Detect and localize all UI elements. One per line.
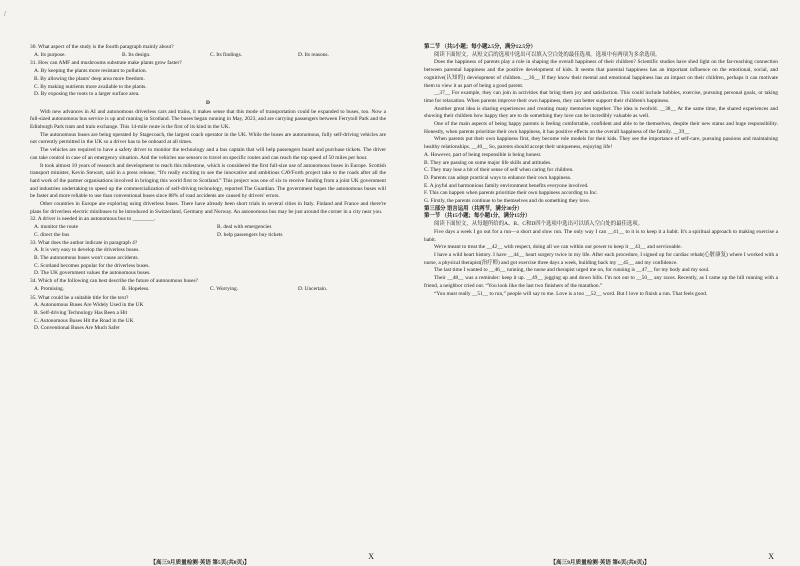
- option[interactable]: B. The autonomous buses won't cause accidents.: [34, 254, 139, 261]
- option[interactable]: D. Parents can adopt practical ways to enhance their own happiness.: [424, 174, 572, 181]
- option[interactable]: C. Autonomous Buses Hit the Road in the UK: [34, 317, 134, 324]
- option[interactable]: B. Hopeless.: [122, 285, 150, 292]
- option[interactable]: B. They are passing on some major life skills and attitudes.: [424, 159, 552, 166]
- passage-paragraph: With new advances in AI and autonomous driverless cars and trains, it makes sense that this mode of transportation could be expanded to buses, too. Now a full-sized autonomous bus service is up and running in Scotland. The buses began running in May, 2023, and are carrying passengers between Ferrytoll Park and the Edinburgh Park tram and train exchange. This 14-mile route is the first of its kind in the UK.: [30, 108, 386, 131]
- page-footer-mark: X: [368, 552, 374, 562]
- option[interactable]: A. Autonomous Buses Are Widely Used in the UK: [34, 302, 144, 309]
- question-34-options: [34, 286, 386, 294]
- cloze-paragraph: “You must really __51__ to run,” people will say to me. Love is a too __52__ word. But I love to finish a run. That feels good.: [434, 290, 708, 297]
- passage-paragraph: Does the happiness of parents play a role in shaping the overall happiness of their children? Scientific studies have shed light on the far-reaching connection between parental happiness and the positive development of kids. It seems that parental happiness has an important influence on the emotional, social, and cognitive(认知的) development of children. __36__ If they know their mental and emotional happiness has an impact on their children, perhaps it can motivate them to view it as part of being a good parent.: [424, 59, 778, 89]
- option[interactable]: D. Conventional Buses Are Much Safer: [34, 325, 120, 332]
- option[interactable]: G. Firstly, the parents continue to be themselves and do something they love.: [424, 198, 590, 205]
- option[interactable]: D. By exposing the roots to a larger surface area.: [34, 91, 140, 98]
- page-footer-mark: X: [768, 552, 774, 562]
- cloze-paragraph: Five days a week I go out for a run—a short and slow run. The only way I can __41__ to it is to keep it a habit. It's a spiritual approach to making exercise a habit.: [424, 228, 778, 243]
- option[interactable]: C. Worrying.: [210, 285, 239, 292]
- question-32-options: [34, 232, 386, 240]
- passage-letter: D: [206, 99, 210, 106]
- option[interactable]: D. The UK government values the autonomous buses.: [34, 270, 151, 277]
- margin-mark: /: [4, 10, 6, 18]
- passage-paragraph: One of the main aspects of being happy parents is feeling comfortable, confident and able to be themselves, despite their new status and huge responsibility. Honestly, when parents prioritize their own happiness, it has positive effects on the overall happiness of the family. __39__: [424, 121, 778, 135]
- cloze-paragraph: Their __48__ was a reminder: keep it up. __49__ jogging up and down hills. I'm not out to __50__ any races. Recently, as I came up the hill running with a friend, a neighbor cried out. “You look like the last two finishers of the marathon.”: [424, 275, 778, 289]
- passage-paragraph: The vehicles are required to have a safety driver to monitor the technology and a bus captain that will help passengers board and purchase tickets. The driver can take control in case of an emergency situation. And the vehicles use sensors to travel on specific routes and can reach the top speed of 50 miles per hour.: [30, 147, 386, 161]
- option[interactable]: B. Its design.: [122, 51, 151, 58]
- section-heading: 第二节 （共5小题；每小题2.5分，满分12.5分）: [424, 44, 536, 50]
- passage-paragraph: __37__ For example, they can join in activities that bring them joy and satisfaction. This could include hobbies, exercise, pursuing personal goals, or taking time for relaxation. When parents improve their own happiness, they can better support their children's happiness.: [424, 90, 778, 104]
- question-30-stem: 30. What aspect of the study is the fourth paragraph mainly about?: [30, 44, 174, 50]
- option[interactable]: A. By keeping the plants more resistant to pollution.: [34, 68, 147, 75]
- page-footer-text: 【高三9月质量检测·英语 第6页(共8页)】: [550, 560, 650, 566]
- option[interactable]: C. They may lose a bit of their sense of self when caring for children.: [424, 167, 574, 174]
- question-32-stem: 32. A driver is needed in an autonomous bus to ________.: [30, 216, 156, 223]
- option[interactable]: B. Self-driving Technology Has Been a Hit: [34, 309, 128, 316]
- question-30-options: [34, 52, 386, 60]
- cloze-paragraph: I have a wild heart history. I have __44__ heart surgery twice in my life. After each procedure, I signed up for cardiac rehab(心脏康复) where I worked with a nurse, a physical therapist(治疗师) and got exercise three days a week, building back my __45__ and my confidence.: [424, 251, 778, 266]
- cloze-paragraph: We're meant to treat the __42__ with respect, doing all we can within our power to keep it __43__ and serviceable.: [434, 244, 682, 251]
- passage-paragraph: The autonomous buses are being operated by Stagecoach, the largest coach operator in the UK. While the buses are autonomous, fully self-driving vehicles are not currently permitted in the UK so a driver has to be onboard at all times.: [30, 131, 386, 146]
- section-directions: 阅读下面短文，从短文后的选项中选出可以填入空白处的最佳选项。选项中有两项为多余选项。: [434, 51, 661, 58]
- question-33-stem: 33. What does the author indicate in paragraph 4?: [30, 239, 138, 246]
- question-35-stem: 35. What could be a suitable title for the text?: [30, 294, 129, 301]
- option[interactable]: F. This can happen when parents prioritize their own happiness according to Inc.: [424, 190, 598, 197]
- option[interactable]: A. However, part of being responsible is being honest.: [424, 151, 542, 158]
- option[interactable]: D. Its reasons.: [298, 51, 329, 58]
- option[interactable]: A. It is very easy to develop the driverless buses.: [34, 247, 140, 254]
- option[interactable]: A. Its purpose.: [34, 51, 66, 58]
- option[interactable]: C. Scotland becomes popular for the driverless buses.: [34, 262, 150, 269]
- section-directions: 阅读下面短文，从每题所给的A、B、C和D四个选项中选出可以填入空白处的最佳选项。: [434, 221, 644, 228]
- question-32-options: [34, 224, 386, 232]
- passage-paragraph: It took almost 10 years of research and development to reach this milestone, which is considered the first full-size use of autonomous buses in Europe. Scottish transport minister, Kevin Stewart, said in a press release, “It's really exciting to see the innovative and ambitious CAVForth project take to the roads after all the hard work of the partner organisations involved in bringing this world first to Scotland.” This project was one of six to receive funding from a joint UK government and industries undertaking to speed up the commercialization of self-driving technology, reported The Guardian. The government hopes the autonomous buses will be faster and more reliable to use than conventional buses since 88% of road accidents are caused by drivers' errors.: [30, 162, 386, 200]
- option[interactable]: B. deal with emergencies: [217, 224, 272, 231]
- passage-paragraph: When parents put their own happiness first, they become role models for their kids. They see the importance of self-care, pursuing passions and maintaining healthy relationships. __40__ So, parents should accept their uniqueness, enjoying life!: [424, 136, 778, 151]
- part-heading: 第三部分 语言运用（共两节，满分30分）: [424, 205, 523, 212]
- option[interactable]: E. A joyful and harmonious family environment benefits everyone involved.: [424, 182, 589, 189]
- option[interactable]: C. direct the bus: [34, 231, 70, 238]
- option[interactable]: D. help passengers buy tickets: [217, 231, 283, 238]
- option[interactable]: B. By allowing the plants' deep area more freedom.: [34, 75, 145, 82]
- right-page: [400, 0, 800, 566]
- passage-paragraph: Other countries in Europe are exploring using driverless buses. There have already been short trials in several cities in Italy. Finland and France and there're plans for driverless electric minibuses to be introduced in Switzerland, Germany and Norway. An autonomous bus may be just around the corner in a city near you.: [30, 201, 386, 215]
- question-34-stem: 34. Which of the following can best describe the future of autonomous buses?: [30, 278, 199, 285]
- option[interactable]: D. Uncertain.: [298, 285, 328, 292]
- passage-paragraph: Another great idea is sharing experiences and creating many memories together. The idea is twofold. __38__ At the same time, the shared experiences and showing their children how happy they are to do something they love can be incredibly valuable as well.: [424, 105, 778, 120]
- option[interactable]: A. Promising.: [34, 285, 65, 292]
- cloze-paragraph: The last time I wanted to __46__ running, the nurse and therapist urged me on, for running is __47__ for my body and my soul.: [434, 267, 710, 274]
- section-heading: 第一节 （共15小题；每小题1分，满分15分）: [424, 213, 531, 220]
- question-31-stem: 31. How can AMF and mushrooms substrate make plants grow faster?: [30, 60, 182, 67]
- option[interactable]: A. monitor the route: [34, 224, 79, 231]
- option[interactable]: C. Its findings.: [210, 51, 243, 58]
- option[interactable]: C. By making nutrients more available to the plants.: [34, 83, 147, 90]
- page-footer-text: 【高三9月质量检测·英语 第5页(共8页)】: [150, 560, 250, 566]
